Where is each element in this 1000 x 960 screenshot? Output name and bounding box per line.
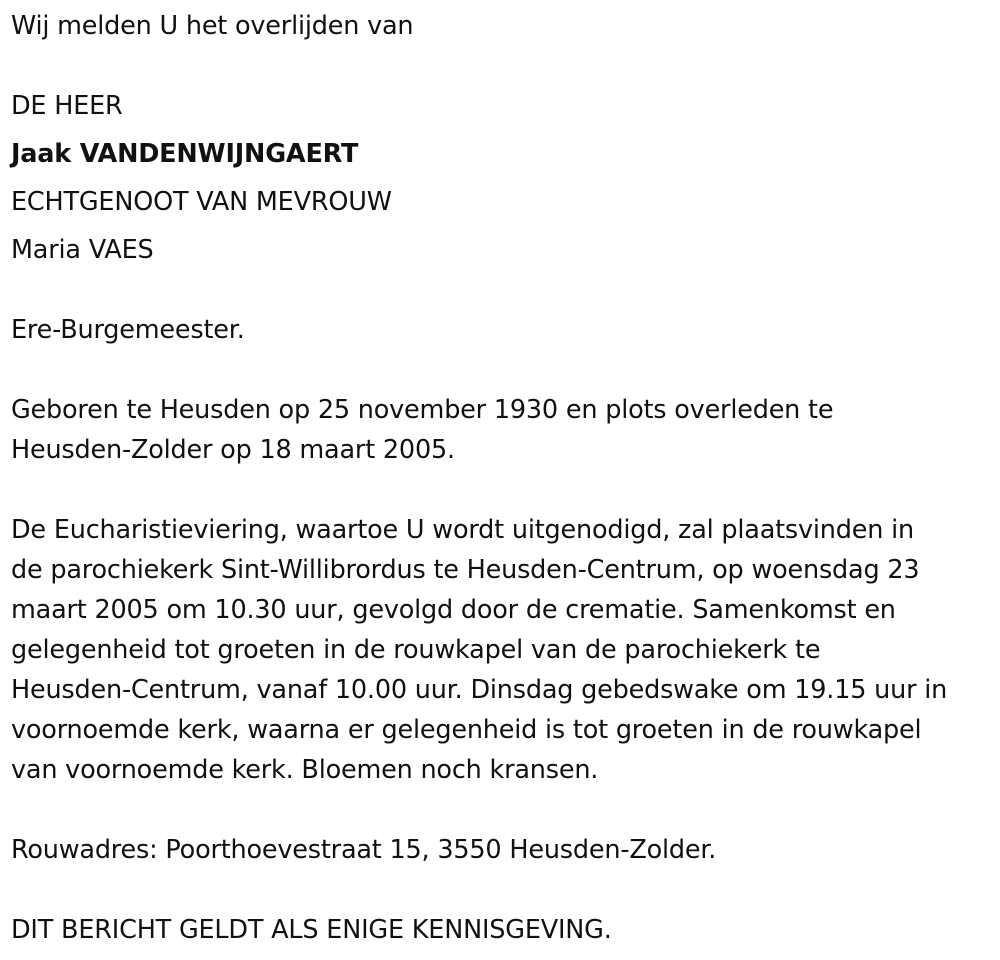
paragraph-line: De Eucharistieviering, waartoe U wordt uitgenodigd, zal plaatsvinden in <box>11 515 914 545</box>
intro-text: Wij melden U het overlijden van <box>11 11 414 41</box>
paragraph-line: Heusden-Centrum, vanaf 10.00 uur. Dinsdag gebedswake om 19.15 uur in <box>11 675 948 705</box>
spouse-name: Maria VAES <box>11 235 154 265</box>
paragraph-line: gelegenheid tot groeten in de rouwkapel van de parochiekerk te <box>11 635 821 665</box>
deceased-name: Jaak VANDENWIJNGAERT <box>11 139 359 169</box>
honorific-title: DE HEER <box>11 91 123 121</box>
mourning-address: Rouwadres: Poorthoevestraat 15, 3550 Heusden-Zolder. <box>11 835 717 865</box>
paragraph-line: maart 2005 om 10.30 uur, gevolgd door de crematie. Samenkomst en <box>11 595 896 625</box>
paragraph-line: Heusden-Zolder op 18 maart 2005. <box>11 435 455 465</box>
paragraph-line: Geboren te Heusden op 25 november 1930 en plots overleden te <box>11 395 834 425</box>
closing-statement: DIT BERICHT GELDT ALS ENIGE KENNISGEVING. <box>11 915 612 945</box>
role-text: Ere-Burgemeester. <box>11 315 245 345</box>
paragraph-line: de parochiekerk Sint-Willibrordus te Heusden-Centrum, op woensdag 23 <box>11 555 920 585</box>
relation-text: ECHTGENOOT VAN MEVROUW <box>11 187 392 217</box>
paragraph-line: van voornoemde kerk. Bloemen noch kransen. <box>11 755 599 785</box>
paragraph-line: voornoemde kerk, waarna er gelegenheid is tot groeten in de rouwkapel <box>11 715 922 745</box>
